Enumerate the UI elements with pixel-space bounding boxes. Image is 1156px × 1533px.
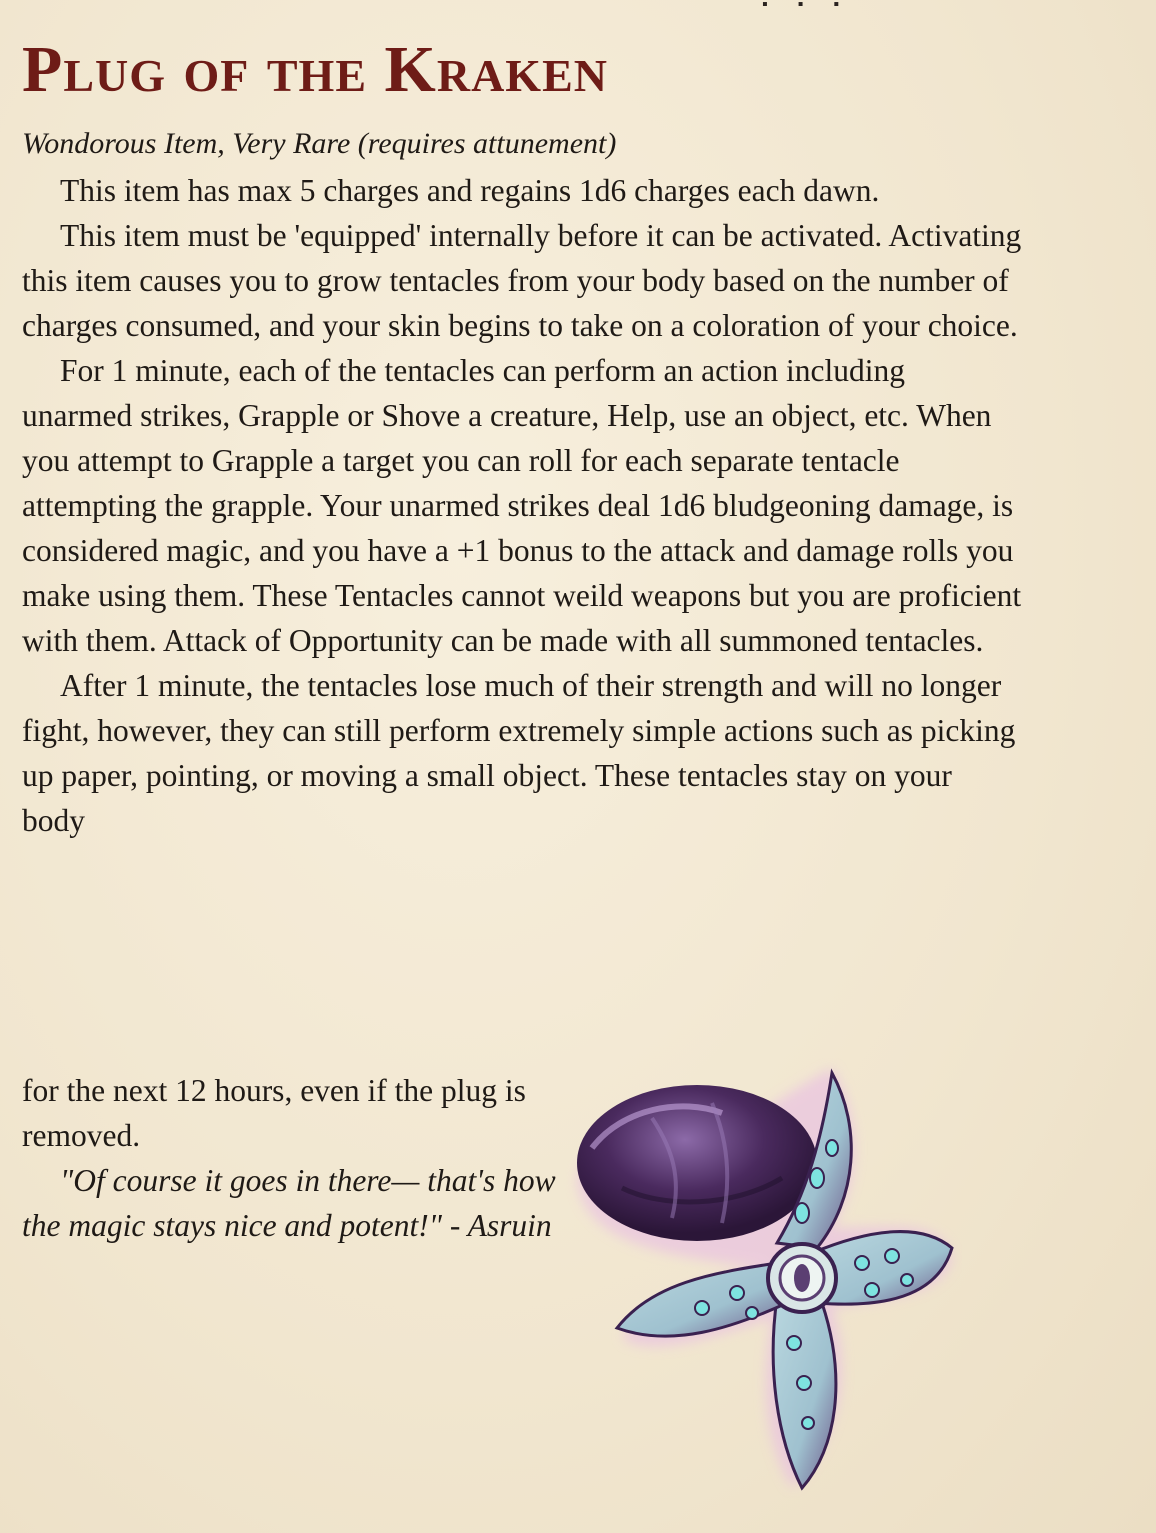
paragraph-continuation: for the next 12 hours, even if the plug is removed. — [22, 1073, 526, 1153]
paragraph-activation: This item must be 'equipped' internally before it can be activated. Activating this item causes you to grow tentacles from your body based on the number of charges consumed, and your skin begins to take on a coloration of your choice. — [22, 218, 1022, 343]
plug-base-ring — [768, 1244, 836, 1312]
page-edge-marks: ▪▪▪ — [762, 0, 870, 13]
paragraph-after-duration: After 1 minute, the tentacles lose much of their strength and will no longer fight, however, they can still perform extremely simple actions such as picking up paper, pointing, or moving a small object. These tentacles stay on your body — [22, 668, 1016, 838]
flavor-quote: "Of course it goes in there— that's how the magic stays nice and potent!" - Asruin — [22, 1163, 556, 1243]
item-subtitle: Wondorous Item, Very Rare (requires attunement) — [22, 127, 617, 160]
plug-body — [577, 1085, 817, 1241]
paragraph-charges: This item has max 5 charges and regains 1d6 charges each dawn. — [60, 173, 880, 208]
tentacle-left — [617, 1263, 787, 1336]
paragraph-tentacle-actions: For 1 minute, each of the tentacles can perform an action including unarmed strikes, Grapple or Shove a creature, Help, use an object, etc. When you attempt to Grapple a target you can roll for each separate tentacle attempting the grapple. Your unarmed strikes deal 1d6 bludgeoning damage, is considered magic, and you have a +1 bonus to the attack and damage rolls you make using them. These Tentacles cannot weild weapons but you are proficient with them. Attack of Opportunity can be made with all summoned tentacles. — [22, 353, 1022, 658]
kraken-plug-illustration — [562, 1058, 962, 1498]
item-title: Plug of the Kraken — [22, 33, 608, 106]
item-page — [22, 0, 1132, 1533]
wrapped-text-block — [22, 1068, 562, 1248]
item-description — [22, 168, 1022, 843]
